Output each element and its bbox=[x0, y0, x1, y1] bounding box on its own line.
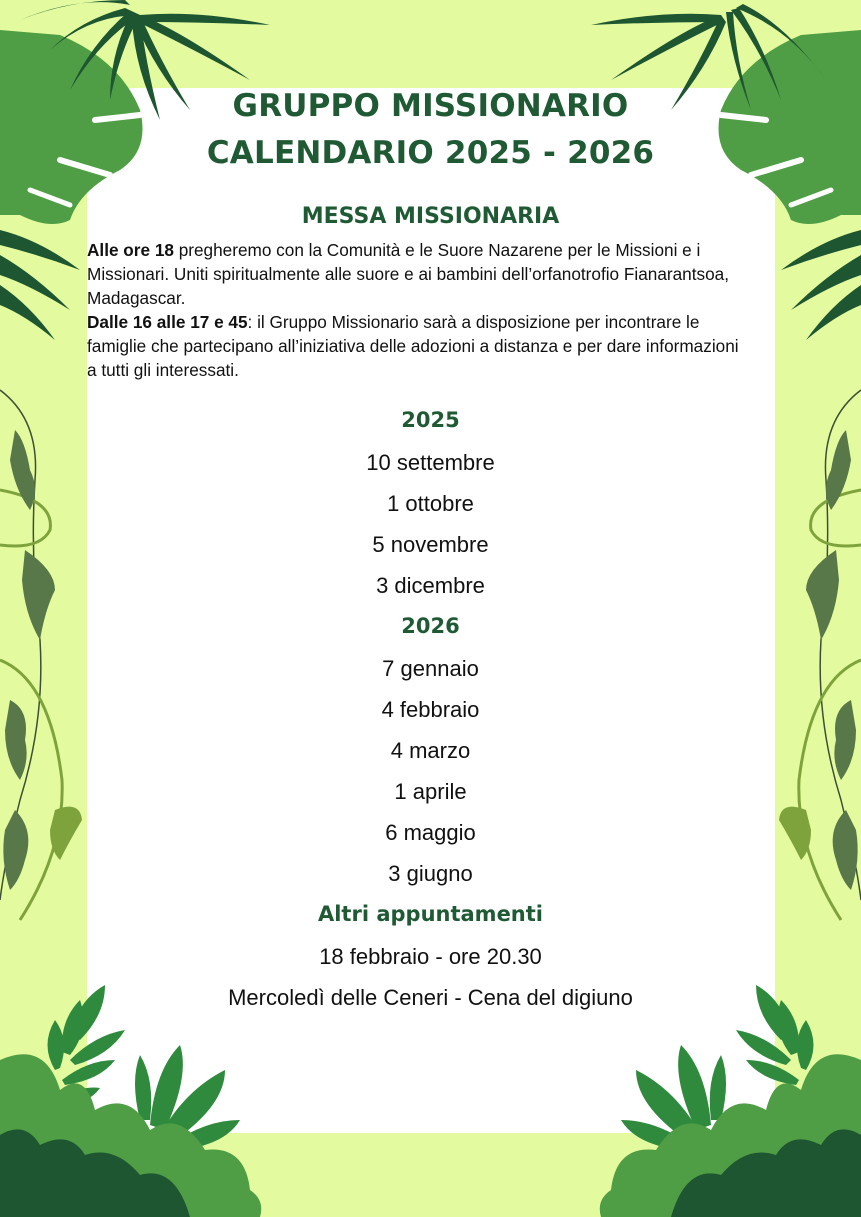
other-appointment-description: Mercoledì delle Ceneri - Cena del digiuno bbox=[228, 985, 633, 1010]
intro-text bbox=[87, 238, 747, 382]
date-item: 7 gennaio bbox=[382, 656, 479, 681]
section-heading: MESSA MISSIONARIA bbox=[301, 204, 560, 229]
intro-paragraph-1 bbox=[87, 238, 747, 310]
other-appointments-heading: Altri appuntamenti bbox=[317, 902, 543, 926]
date-item: 1 aprile bbox=[394, 779, 467, 804]
date-item: 4 marzo bbox=[390, 738, 471, 763]
date-item: 4 febbraio bbox=[381, 697, 480, 722]
date-item: 5 novembre bbox=[372, 532, 489, 557]
availability-text-rest: : il Gruppo Missionario sarà a disposizione per incontrare le famiglie che partecipano all’iniziativa delle adozioni a distanza e per dare informazioni a tutti gli interessati. bbox=[87, 312, 739, 380]
intro-text-rest: pregheremo con la Comunità e le Suore Nazarene per le Missioni e i Missionari. Uniti spiritualmente alle suore e ai bambini dell’orfanotrofio Fianarantsoa, Madagascar. bbox=[87, 240, 729, 308]
year-heading-2025: 2025 bbox=[401, 408, 460, 432]
intro-time-bold: Alle ore 18 bbox=[87, 240, 174, 260]
date-item: 1 ottobre bbox=[387, 491, 474, 516]
date-item: 3 giugno bbox=[388, 861, 473, 886]
page-title-line1: GRUPPO MISSIONARIO bbox=[232, 88, 629, 124]
date-item: 3 dicembre bbox=[376, 573, 485, 598]
date-item: 10 settembre bbox=[366, 450, 495, 475]
intro-paragraph-2 bbox=[87, 310, 747, 382]
page-title-line2: CALENDARIO 2025 - 2026 bbox=[206, 135, 655, 171]
year-heading-2026: 2026 bbox=[401, 614, 460, 638]
availability-time-bold: Dalle 16 alle 17 e 45 bbox=[87, 312, 248, 332]
other-appointment-date: 18 febbraio - ore 20.30 bbox=[319, 944, 542, 969]
date-item: 6 maggio bbox=[385, 820, 476, 845]
